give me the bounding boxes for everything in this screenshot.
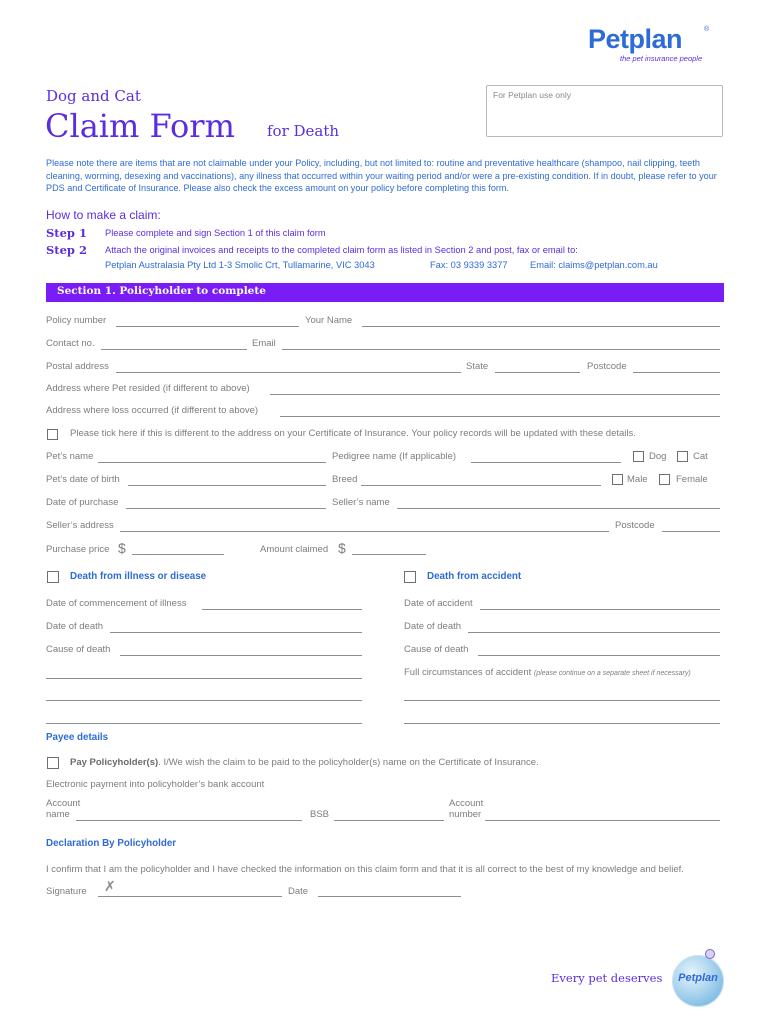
female-checkbox[interactable] xyxy=(659,474,670,485)
account-number-label-1: Account xyxy=(449,798,484,809)
dog-checkbox[interactable] xyxy=(633,451,644,462)
female-label: Female xyxy=(676,474,708,485)
postcode-label: Postcode xyxy=(587,361,627,372)
sellers-address-field[interactable] xyxy=(120,531,609,532)
electronic-payment-label: Electronic payment into policyholder’s bank account xyxy=(46,779,265,790)
form-kicker: Dog and Cat xyxy=(46,87,141,105)
account-number-label-2: number xyxy=(449,809,482,820)
date-death-field[interactable] xyxy=(110,632,362,633)
death-accident-title: Death from accident xyxy=(427,571,522,582)
date-purchase-field[interactable] xyxy=(126,508,326,509)
pay-policyholder-text: . I/We wish the claim to be paid to the policyholder(s) name on the Certificate of Insurance. xyxy=(158,757,539,768)
date-accident-field[interactable] xyxy=(480,609,720,610)
seller-postcode-label: Postcode xyxy=(615,520,655,531)
circumstances-line-2[interactable] xyxy=(404,723,720,724)
purchase-price-currency: $ xyxy=(118,540,126,556)
death-illness-title: Death from illness or disease xyxy=(70,571,207,582)
breed-field[interactable] xyxy=(361,485,601,486)
dog-label: Dog xyxy=(649,451,667,462)
pet-resided-field[interactable] xyxy=(270,394,720,395)
date-death-accident-label: Date of death xyxy=(404,621,462,632)
pets-dob-field[interactable] xyxy=(128,485,326,486)
cause-death-accident-label: Cause of death xyxy=(404,644,469,655)
badge-tag-icon xyxy=(705,949,715,959)
payee-heading: Payee details xyxy=(46,732,109,743)
date-purchase-label: Date of purchase xyxy=(46,497,119,508)
address-different-checkbox[interactable] xyxy=(47,429,58,440)
sellers-address-label: Seller’s address xyxy=(46,520,114,531)
pets-name-field[interactable] xyxy=(98,462,326,463)
step1-text: Please complete and sign Section 1 of this claim form xyxy=(105,228,326,238)
contact-no-label: Contact no. xyxy=(46,338,95,349)
logo-wordmark: Petplan xyxy=(588,24,683,54)
how-to-heading: How to make a claim: xyxy=(46,208,161,222)
purchase-price-label: Purchase price xyxy=(46,544,110,555)
pedigree-name-label: Pedigree name (If applicable) xyxy=(332,451,457,462)
email-field[interactable] xyxy=(282,349,720,350)
postal-address-field[interactable] xyxy=(116,372,461,373)
bsb-field[interactable] xyxy=(334,820,444,821)
death-illness-checkbox[interactable] xyxy=(47,571,59,583)
pets-name-label: Pet’s name xyxy=(46,451,94,462)
death-accident-checkbox[interactable] xyxy=(404,571,416,583)
pet-resided-label: Address where Pet resided (if different to above) xyxy=(46,383,250,394)
date-commencement-label: Date of commencement of illness xyxy=(46,598,187,609)
amount-claimed-currency: $ xyxy=(338,540,346,556)
full-circumstances-label xyxy=(404,667,691,680)
declaration-heading: Declaration By Policyholder xyxy=(46,838,177,849)
breed-label: Breed xyxy=(332,474,358,485)
sellers-name-field[interactable] xyxy=(397,508,720,509)
section1-bar xyxy=(46,283,724,302)
signature-label: Signature xyxy=(46,886,87,897)
state-field[interactable] xyxy=(495,372,580,373)
claims-fax: Fax: 03 9339 3377 xyxy=(430,260,508,270)
signature-mark: ✗ xyxy=(104,879,116,895)
purchase-price-field[interactable] xyxy=(132,554,224,555)
amount-claimed-label: Amount claimed xyxy=(260,544,329,555)
account-name-label-2: name xyxy=(46,809,70,820)
form-title-sub: for Death xyxy=(267,122,340,140)
step1-label: Step 1 xyxy=(46,226,87,240)
date-field[interactable] xyxy=(318,896,461,897)
continue-note: (please continue on a separate sheet if necessary) xyxy=(533,670,691,677)
account-name-field[interactable] xyxy=(76,820,302,821)
date-accident-label: Date of accident xyxy=(404,598,473,609)
logo-registered: ® xyxy=(704,26,710,33)
your-name-label: Your Name xyxy=(305,315,353,326)
cause-death-accident-field[interactable] xyxy=(478,655,720,656)
date-label: Date xyxy=(288,886,309,897)
section1-title: Section 1. Policyholder to complete xyxy=(57,285,266,297)
pedigree-name-field[interactable] xyxy=(471,462,621,463)
circumstances-line-1[interactable] xyxy=(404,700,720,701)
step2-label: Step 2 xyxy=(46,243,87,257)
badge-wordmark: Petplan xyxy=(678,972,718,984)
contact-no-field[interactable] xyxy=(101,349,247,350)
office-use-box xyxy=(486,85,723,137)
cat-checkbox[interactable] xyxy=(677,451,688,462)
seller-postcode-field[interactable] xyxy=(662,531,720,532)
policy-number-field[interactable] xyxy=(116,326,299,327)
claims-email: Email: claims@petplan.com.au xyxy=(530,260,658,270)
bsb-label: BSB xyxy=(310,809,330,820)
cause-death-label: Cause of death xyxy=(46,644,111,655)
petplan-logo xyxy=(586,24,726,66)
loss-address-label: Address where loss occurred (if different to above) xyxy=(46,405,259,416)
state-label: State xyxy=(466,361,489,372)
cat-label: Cat xyxy=(693,451,708,462)
postcode-field[interactable] xyxy=(633,372,720,373)
sellers-name-label: Seller’s name xyxy=(332,497,390,508)
cause-death-line-3[interactable] xyxy=(46,700,362,701)
pay-policyholder-label xyxy=(70,757,539,769)
office-use-label: For Petplan use only xyxy=(493,90,571,100)
email-label: Email xyxy=(252,338,276,349)
date-commencement-field[interactable] xyxy=(202,609,362,610)
form-title: Claim Form xyxy=(45,107,235,145)
pay-policyholder-strong: Pay Policyholder(s) xyxy=(70,757,159,768)
your-name-field[interactable] xyxy=(362,326,720,327)
policy-number-label: Policy number xyxy=(46,315,107,326)
full-circumstances-text: Full circumstances of accident xyxy=(404,667,532,678)
petplan-badge-icon xyxy=(672,955,724,1007)
logo-tagline: the pet insurance people xyxy=(620,54,703,63)
loss-address-field[interactable] xyxy=(280,416,720,417)
pay-policyholder-checkbox[interactable] xyxy=(47,757,59,769)
footer-tagline: Every pet deserves xyxy=(551,971,663,985)
date-death-label: Date of death xyxy=(46,621,104,632)
account-number-field[interactable] xyxy=(485,820,720,821)
pets-dob-label: Pet’s date of birth xyxy=(46,474,120,485)
step2-text: Attach the original invoices and receipts to the completed claim form as listed in Section 2 and post, fax or email to: xyxy=(105,245,578,255)
date-death-accident-field[interactable] xyxy=(468,632,720,633)
claims-address: Petplan Australasia Pty Ltd 1-3 Smolic Crt, Tullamarine, VIC 3043 xyxy=(105,260,375,270)
account-name-label-1: Account xyxy=(46,798,81,809)
signature-field[interactable] xyxy=(98,896,282,897)
postal-address-label: Postal address xyxy=(46,361,109,372)
male-label: Male xyxy=(627,474,648,485)
amount-claimed-field[interactable] xyxy=(352,554,426,555)
cause-death-line-4[interactable] xyxy=(46,723,362,724)
cause-death-field[interactable] xyxy=(120,655,362,656)
cause-death-line-2[interactable] xyxy=(46,678,362,679)
address-different-label: Please tick here if this is different to the address on your Certificate of Insurance. Your policy records will be updated with these details. xyxy=(70,428,636,439)
declaration-text: I confirm that I am the policyholder and I have checked the information on this claim form and that it is all correct to the best of my knowledge and belief. xyxy=(46,864,684,875)
intro-text: Please note there are items that are not claimable under your Policy, including, but not limited to: routine and preventative healthcare (shampoo, nail clipping, teeth cleaning, worming, desexing and vaccinations), any illness that occurred within your waiting period and/or were a pre-existing condition. If in doubt, please refer to your PDS and Certificate of Insurance. Please also check the excess amount on your policy before completing this form. xyxy=(46,158,717,193)
male-checkbox[interactable] xyxy=(612,474,623,485)
